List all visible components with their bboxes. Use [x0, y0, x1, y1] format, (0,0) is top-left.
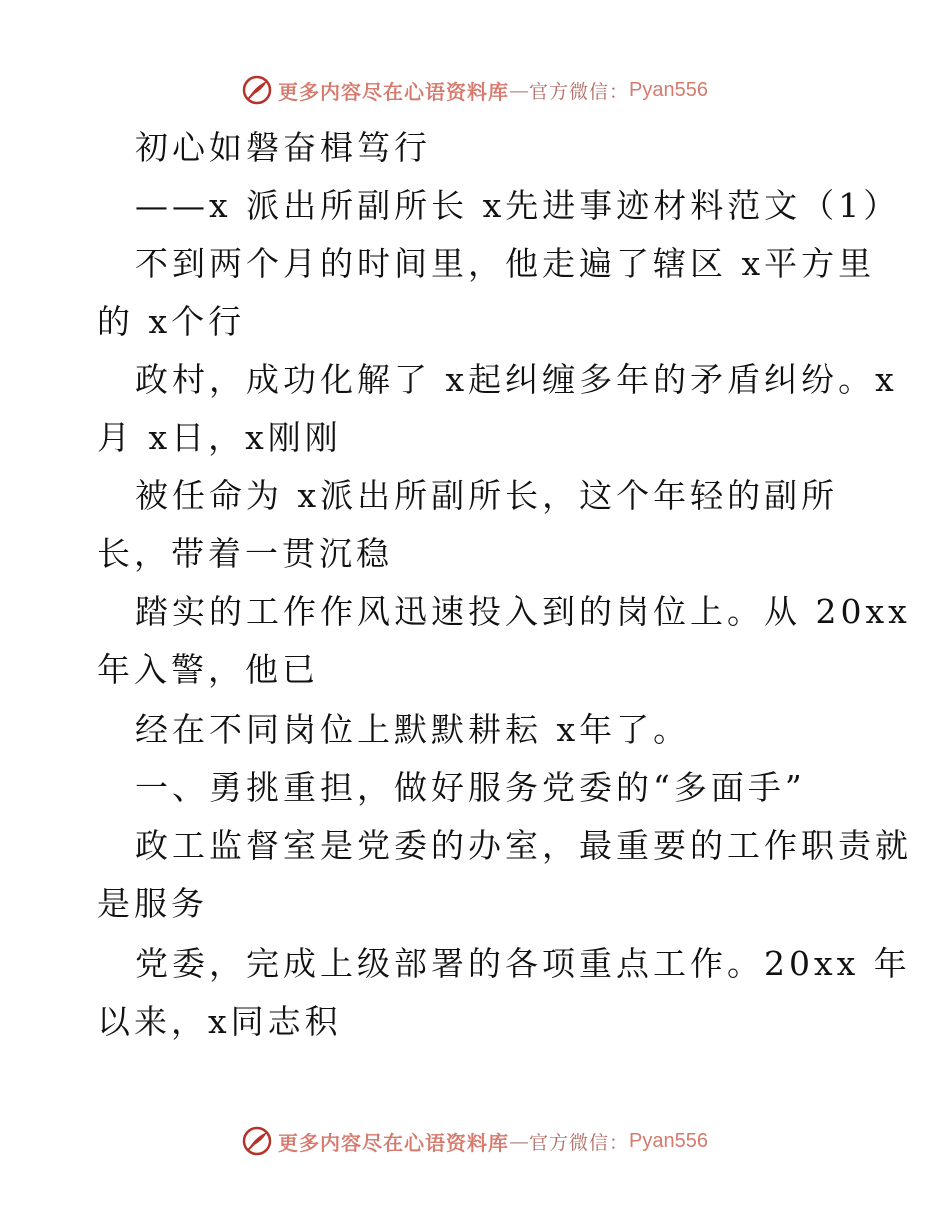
feather-logo-icon [242, 1126, 272, 1156]
watermark-wechat-id: Pyan556 [629, 78, 708, 101]
watermark-wechat-label: 官方微信： [529, 80, 630, 103]
watermark-wechat-id: Pyan556 [629, 1129, 708, 1152]
watermark-separator: — [509, 78, 529, 102]
doc-line: 的 x个行 [97, 302, 246, 341]
watermark-banner-top [0, 70, 950, 110]
doc-line: 年入警，他已 [97, 650, 319, 689]
doc-line: 政工监督室是党委的办室，最重要的工作职责就 [135, 826, 912, 865]
doc-line: 被任命为 x派出所副所长，这个年轻的副所 [135, 476, 839, 515]
doc-line: 月 x日，x刚刚 [97, 418, 342, 457]
doc-subtitle: ——x 派出所副所长 x先进事迹材料范文（1） [135, 186, 901, 225]
watermark-text: 更多内容尽在心语资料库 [278, 79, 509, 104]
doc-line: 踏实的工作作风迅速投入到的岗位上。从 20xx [135, 592, 911, 631]
doc-line: 党委，完成上级部署的各项重点工作。20xx 年 [135, 944, 911, 983]
doc-line: 不到两个月的时间里，他走遍了辖区 x平方里 [135, 244, 876, 283]
doc-line: 长，带着一贯沉稳 [97, 534, 393, 573]
doc-line: 是服务 [97, 884, 208, 923]
doc-section-heading: 一、勇挑重担，做好服务党委的“多面手” [135, 768, 806, 807]
watermark-banner-bottom [0, 1121, 950, 1161]
doc-line: 经在不同岗位上默默耕耘 x年了。 [135, 710, 691, 749]
watermark-text: 更多内容尽在心语资料库 [278, 1130, 509, 1155]
doc-title: 初心如磐奋楫笃行 [135, 128, 431, 167]
feather-logo-icon [242, 75, 272, 105]
doc-line: 以来，x同志积 [97, 1002, 342, 1041]
doc-line: 政村，成功化解了 x起纠缠多年的矛盾纠纷。x [135, 360, 898, 399]
watermark-separator: — [509, 1129, 529, 1153]
watermark-wechat-label: 官方微信： [529, 1131, 630, 1154]
